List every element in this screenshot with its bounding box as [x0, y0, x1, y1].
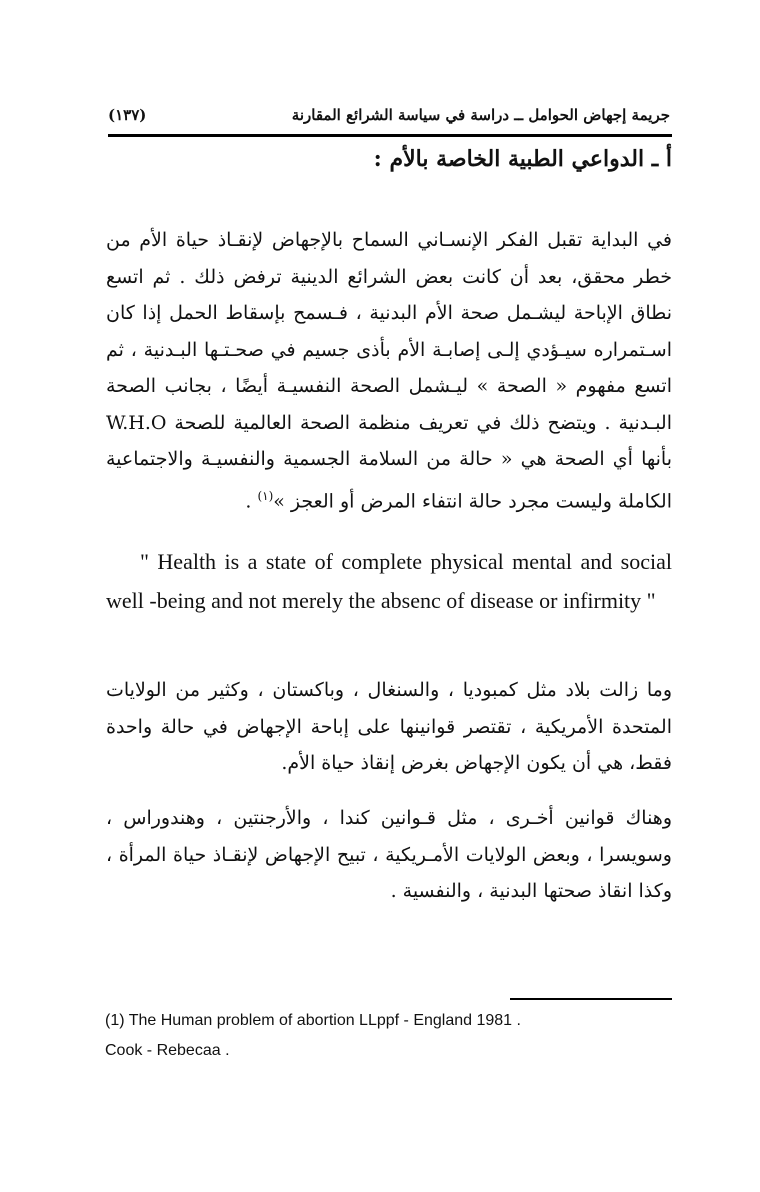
footnote-reference: (١) [257, 488, 274, 503]
page-header [108, 100, 670, 130]
page-number: (١٣٧) [108, 106, 147, 124]
header-rule [108, 134, 672, 137]
who-definition-quote: " Health is a state of complete physical mental and social well -being and not merely the absenc of disease or infirmity " [106, 549, 672, 613]
footnote-1-author: Cook - Rebecaa . [105, 1042, 230, 1059]
paragraph-medical-grounds [106, 222, 672, 519]
paragraph-restrictive-laws: وما زالت بلاد مثل كمبوديا ، والسنغال ، وباكستان ، وكثير من الولايات المتحدة الأمريكية ، تقتصر قوانينها على إباحة الإجهاض في حالة واحدة فقط، هي أن يكون الإجهاض بغرض إنقاذ حياة الأم. [106, 679, 672, 774]
footnote-rule [510, 998, 672, 1000]
paragraph-permissive-laws: وهناك قوانين أخـرى ، مثل قـوانين كندا ، والأرجنتين ، وهندوراس ، وسويسرا ، وبعض الولايات الأمـريكية ، تبيح الإجهاض لإنقـاذ حياة المرأة ، وكذا انقاذ صحتها البدنية ، والنفسية . [106, 807, 672, 902]
section-heading: أ ـ الدواعي الطبية الخاصة بالأم : [373, 146, 672, 172]
running-title: جريمة إجهاض الحوامل ــ دراسة في سياسة الشرائع المقارنة [291, 106, 670, 124]
footnote-1: (1) The Human problem of abortion LLppf - England 1981 . [105, 1012, 521, 1029]
paragraph-end: . [245, 489, 258, 512]
paragraph-text: في البداية تقبل الفكر الإنسـاني السماح بالإجهاض لإنقـاذ حياة الأم من خطر محقق، بعد أن كانت بعض الشرائع الدينية ترفض ذلك . ثم اتسع نطاق الإباحة ليشـمل صحة الأم البدنية ، فـسمح بإسقاط الحمل إذا كان اسـتمراره سيـؤدي إلـى إصابـة الأم بأذى جسيم في صحـتـها البـدنية ، ثم اتسع مفهوم « الصحة » ليـشمل الصحة النفسيـة أيضًا ، بجانب الصحة البـدنية . ويتضح ذلك في تعريف منظمة الصحة العالمية للصحة W.H.O بأنها أي الصحة هي « حالة من السلامة الجسمية والنفسيـة والاجتماعية الكاملة وليست مجرد حالة انتفاء المرض أو العجز » [106, 229, 672, 512]
